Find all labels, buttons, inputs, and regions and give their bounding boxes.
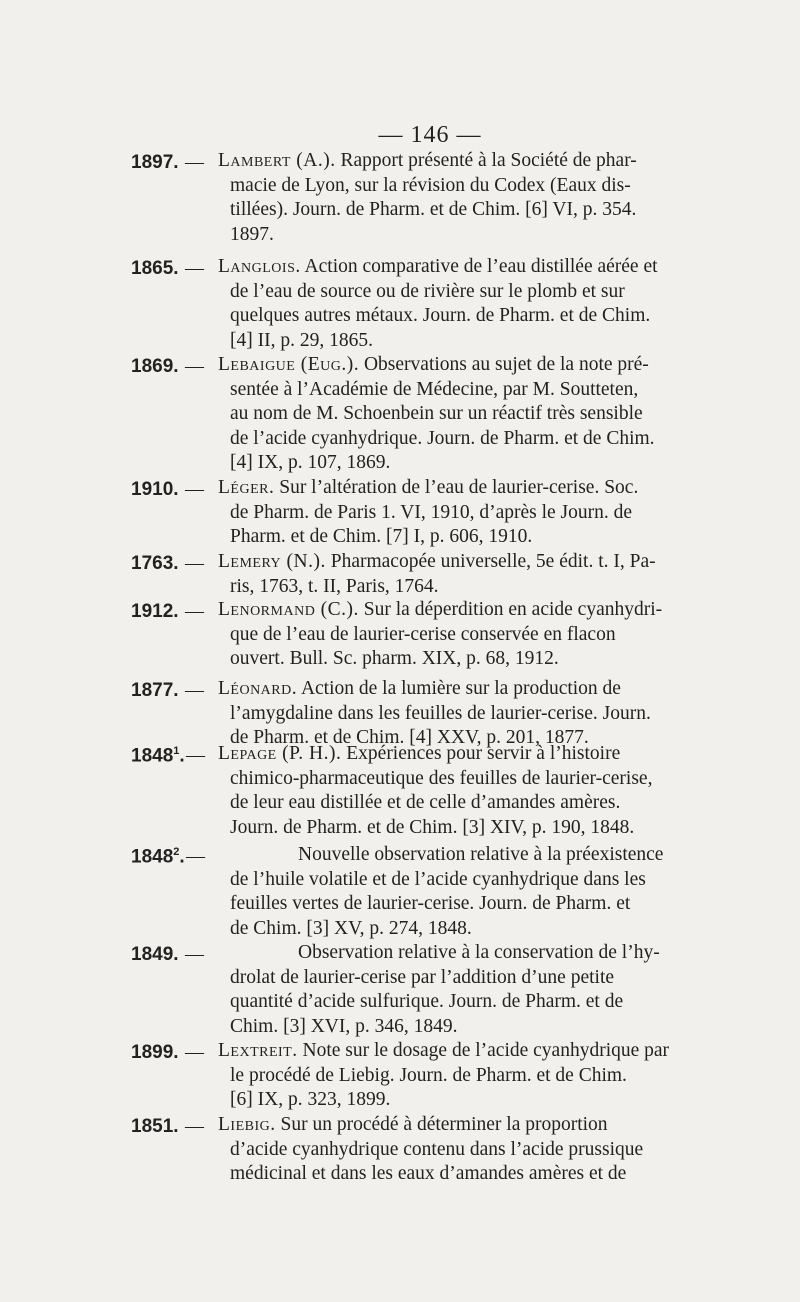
entry-text-line: [4] II, p. 29, 1865. [230, 329, 373, 351]
entry-author: Lambert (A.). [218, 150, 336, 171]
entry-year: 1851. [131, 1116, 179, 1137]
entry-author: Lemery (N.). [218, 551, 326, 572]
entry-text-line: de Chim. [3] XV, p. 274, 1848. [230, 917, 472, 939]
page-number: — 146 — [378, 122, 482, 148]
entry-year: 1849. [131, 944, 179, 965]
entry-dash: — [185, 680, 204, 701]
entry-text-line: Pharm. et de Chim. [7] I, p. 606, 1910. [230, 526, 533, 547]
entry-text-line: drolat de laurier-cerise par l’addition d’une petite [230, 966, 615, 988]
entry-author: Lepage (P. H.). [218, 743, 342, 764]
entry-dash: — [186, 846, 205, 867]
entry-text-line: de Pharm. de Paris 1. VI, 1910, d’après le Journ. de [230, 501, 633, 523]
entry-dash: — [185, 601, 204, 622]
entry-year: 1763. [131, 553, 179, 574]
entry-text-line: Léonard. Action de la lumière sur la production de [218, 678, 621, 699]
entry-text-line: sentée à l’Académie de Médecine, par M. Soutteten, [230, 378, 639, 400]
entry-text-line: 1897. [230, 223, 274, 245]
entry-year: 1865. [131, 258, 179, 279]
entry-year: 1912. [131, 601, 179, 622]
entry-text-line: chimico-pharmaceutique des feuilles de laurier-cerise, [230, 767, 653, 789]
entry-dash: — [185, 152, 204, 173]
entry-text-line: de Pharm. et de Chim. [4] XXV, p. 201, 1877. [230, 727, 589, 748]
entry-text-line: tillées). Journ. de Pharm. et de Chim. [6] VI, p. 354. [230, 199, 637, 220]
entry-dash: — [185, 944, 204, 965]
entry-dash: — [185, 1042, 204, 1063]
entry-text-line: le procédé de Liebig. Journ. de Pharm. et de Chim. [230, 1064, 627, 1086]
entry-text-line: au nom de M. Schoenbein sur un réactif très sensible [230, 403, 643, 424]
entry-author: Lextreit. [218, 1040, 298, 1061]
entry-text-line: de l’eau de source ou de rivière sur le plomb et sur [230, 280, 625, 302]
entry-year: 1848$^1$. [131, 745, 185, 767]
entry-year: 1910. [131, 479, 179, 500]
entry-text-line: de l’huile volatile et de l’acide cyanhydrique dans les [230, 868, 646, 890]
entry-text-line: d’acide cyanhydrique contenu dans l’acide prussique [230, 1138, 644, 1160]
entry-text-line: [4] IX, p. 107, 1869. [230, 452, 391, 473]
entry-text-line: Nouvelle observation relative à la préexistence [298, 844, 664, 865]
entry-text-line: de leur eau distillée et de celle d’amandes amères. [230, 792, 621, 813]
entry-text-line: Journ. de Pharm. et de Chim. [3] XIV, p. 190, 1848. [230, 816, 635, 838]
entry-text-line: quelques autres métaux. Journ. de Pharm. et de Chim. [230, 305, 651, 326]
entry-text-line: Langlois. Action comparative de l’eau distillée aérée et [218, 256, 658, 277]
entry-text-line: Lextreit. Note sur le dosage de l’acide cyanhydrique par [218, 1040, 670, 1061]
entry-text-line: Lambert (A.). Rapport présenté à la Société de phar- [218, 150, 637, 171]
entry-text-line: quantité d’acide sulfurique. Journ. de Pharm. et de [230, 991, 624, 1012]
entry-dash: — [186, 745, 205, 766]
entry-text-line: [6] IX, p. 323, 1899. [230, 1089, 391, 1110]
entry-dash: — [185, 1116, 204, 1137]
entry-text-line: ris, 1763, t. II, Paris, 1764. [230, 575, 439, 597]
entry-text-line: médicinal et dans les eaux d’amandes amères et de [230, 1163, 627, 1184]
entry-author: Langlois. [218, 256, 301, 277]
entry-text-line: Lemery (N.). Pharmacopée universelle, 5e édit. t. I, Pa- [218, 551, 656, 572]
entry-text-line: Observation relative à la conservation de l’hy- [298, 942, 660, 963]
entry-dash: — [185, 479, 204, 500]
entry-text-line: Lebaigue (Eug.). Observations au sujet de la note pré- [218, 354, 649, 375]
entry-text-line: de l’acide cyanhydrique. Journ. de Pharm. et de Chim. [230, 427, 655, 449]
entry-year: 1877. [131, 680, 179, 701]
entry-dash: — [185, 356, 204, 377]
entry-dash: — [185, 258, 204, 279]
entry-year: 1897. [131, 152, 179, 173]
entry-text-line: ouvert. Bull. Sc. pharm. XIX, p. 68, 1912. [230, 648, 559, 669]
entry-year: 1869. [131, 356, 179, 377]
entry-author: Lenormand (C.). [218, 599, 359, 620]
entry-dash: — [185, 553, 204, 574]
entry-text-line: macie de Lyon, sur la révision du Codex (Eaux dis- [230, 174, 631, 196]
entry-text-line: Liebig. Sur un procédé à déterminer la proportion [218, 1114, 608, 1135]
entry-text-line: Lenormand (C.). Sur la déperdition en acide cyanhydri- [218, 599, 663, 620]
entry-author: Léonard. [218, 678, 298, 699]
entry-year: 1899. [131, 1042, 179, 1063]
entry-text-line: Chim. [3] XVI, p. 346, 1849. [230, 1015, 458, 1037]
entry-author: Liebig. [218, 1114, 276, 1135]
entry-author: Lebaigue (Eug.). [218, 354, 360, 375]
entry-text-line: feuilles vertes de laurier-cerise. Journ. de Pharm. et [230, 893, 631, 914]
entry-text-line: Lepage (P. H.). Expériences pour servir à l’histoire [218, 743, 621, 764]
entry-text-line: l’amygdaline dans les feuilles de laurier-cerise. Journ. [230, 702, 651, 724]
entry-text-line: que de l’eau de laurier-cerise conservée en flacon [230, 623, 616, 645]
entry-author: Léger. [218, 477, 275, 498]
entry-text-line: Léger. Sur l’altération de l’eau de laurier-cerise. Soc. [218, 477, 639, 498]
entry-year: 1848$^2$. [131, 846, 185, 868]
